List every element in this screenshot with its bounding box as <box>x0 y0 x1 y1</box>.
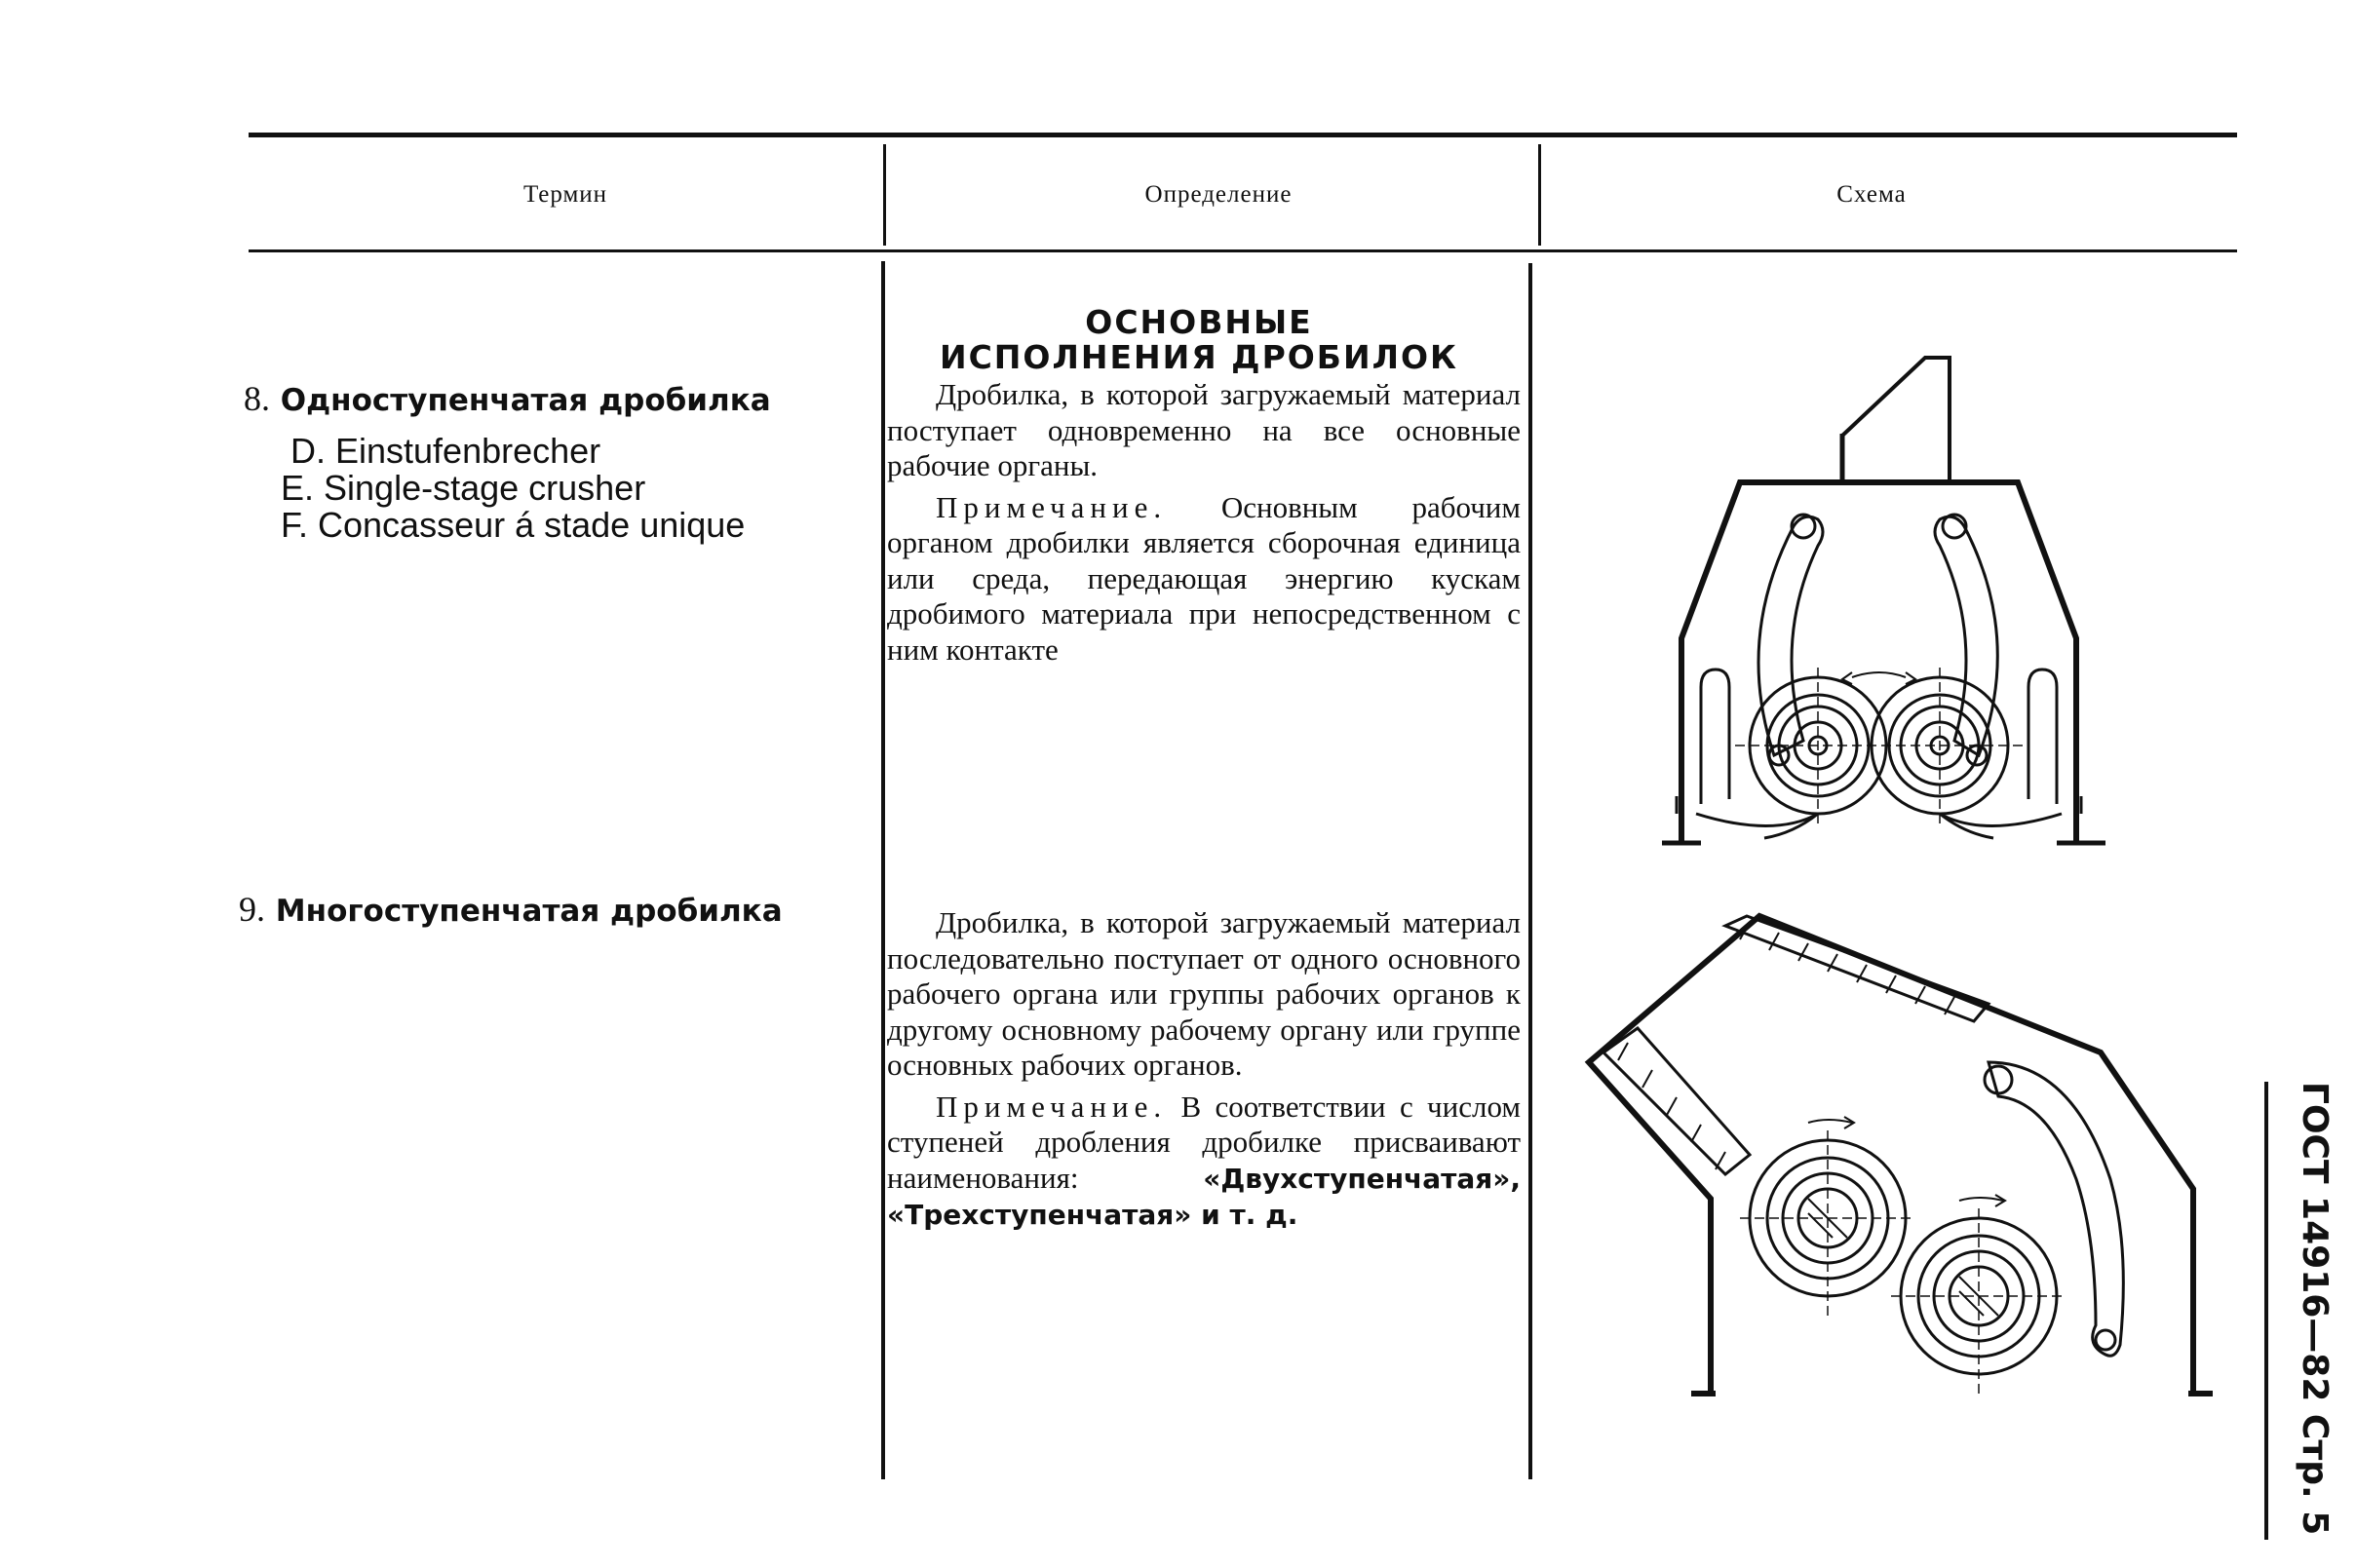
term-8-de: D. Einstufenbrecher <box>290 431 601 471</box>
column-divider-1 <box>881 261 885 1479</box>
header-scheme: Схема <box>1836 181 1907 208</box>
term-8-title <box>244 378 771 419</box>
definition-8 <box>887 377 1521 668</box>
term-8-name: Одноступенчатая дробилка <box>280 383 771 418</box>
definition-8-note <box>887 490 1521 669</box>
header-bottom-rule <box>249 249 2237 252</box>
header-definition: Определение <box>1144 181 1293 208</box>
note-9-text: В соответствии с числом ступеней дробления дробилке присваивают наименования: <box>887 1089 1521 1195</box>
side-label-rule <box>2264 1082 2268 1540</box>
section-title-line2: ИСПОЛНЕНИЯ ДРОБИЛОК <box>939 338 1459 376</box>
term-9-name: Многоступенчатая дробилка <box>275 894 783 929</box>
definition-9-note <box>887 1090 1521 1234</box>
note-9-lead: Примечание. <box>936 1089 1168 1124</box>
note-8-text: Основным рабочим органом дробилки является сборочная единица или среда, передающая энергию кускам дробимого материала при непосредственном с ним контакте <box>887 489 1521 667</box>
term-8-fr: F. Concasseur á stade unique <box>281 505 746 545</box>
column-divider-2 <box>1528 263 1532 1479</box>
term-9-title <box>239 889 783 930</box>
side-page-label: ГОСТ 14916—82 Стр. 5 <box>2295 1082 2335 1536</box>
single-stage-crusher-diagram <box>1657 346 2144 853</box>
note-9-bold: «Двухступенчатая», «Трехступенчатая» и т. д. <box>887 1162 1521 1231</box>
column-divider-1-header <box>883 144 886 246</box>
definition-9-text: Дробилка, в которой загружаемый материал последовательно поступает от одного основного рабочего органа или группы рабочих органов к другому основному рабочему органу или группе основных рабочих органов. <box>887 905 1521 1082</box>
section-title-line1: ОСНОВНЫЕ <box>1085 303 1313 341</box>
header-term: Термин <box>522 181 608 208</box>
column-divider-2-header <box>1538 144 1541 246</box>
multi-stage-crusher-diagram <box>1579 897 2222 1403</box>
definition-8-text: Дробилка, в которой загружаемый материал поступает одновременно на все основные рабочие органы. <box>887 377 1521 482</box>
note-8-lead: Примечание. <box>936 489 1168 524</box>
definition-9 <box>887 905 1521 1234</box>
term-9-number: 9. <box>239 890 265 929</box>
term-8-number: 8. <box>244 379 270 418</box>
top-rule <box>249 133 2237 137</box>
term-8-en: E. Single-stage crusher <box>281 468 646 508</box>
